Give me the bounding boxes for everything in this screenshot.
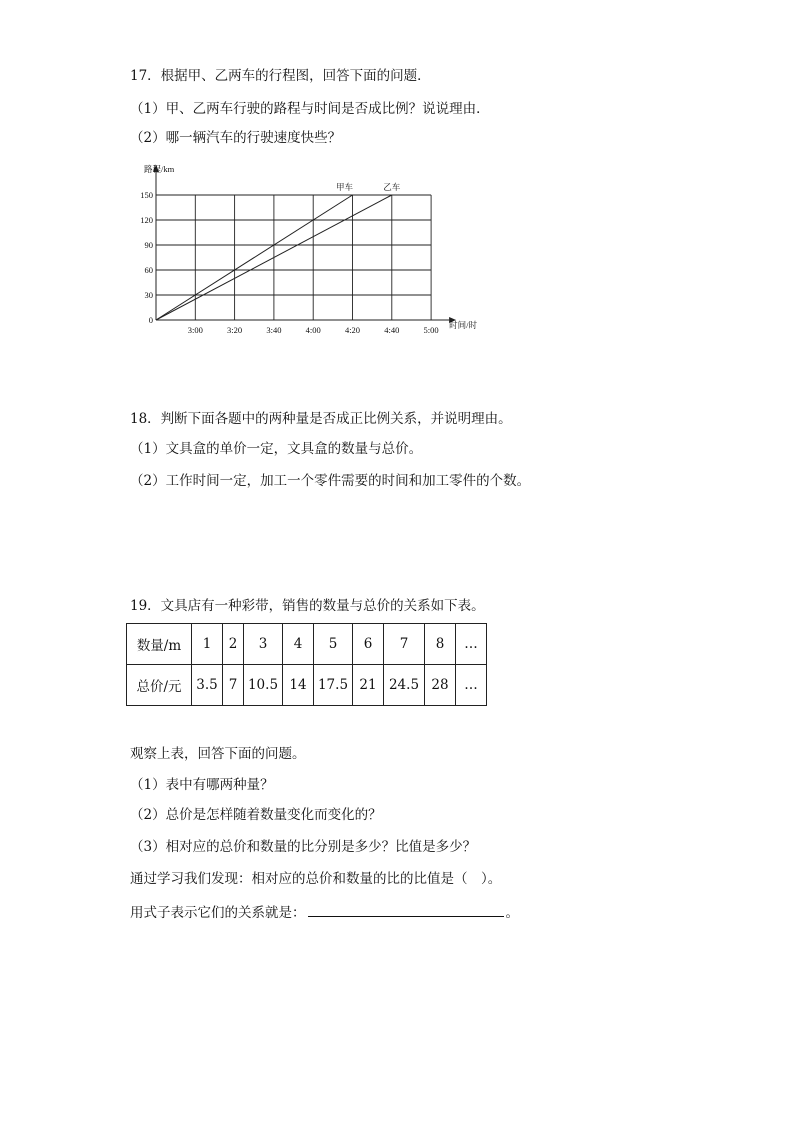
series-label: 乙车 — [383, 182, 401, 192]
chart-labels — [140, 164, 477, 335]
table-cell: 5 — [314, 624, 353, 665]
q19-stem: 19．文具店有一种彩带，销售的数量与总价的关系如下表。 — [130, 598, 485, 614]
q19-observe: 观察上表，回答下面的问题。 — [130, 746, 306, 762]
y-tick-label: 90 — [144, 240, 153, 250]
table-cell: 10.5 — [244, 665, 283, 706]
q19-sub2: （2）总价是怎样随着数量变化而变化的？ — [130, 807, 382, 823]
y-tick-label: 30 — [144, 290, 153, 300]
series-label: 甲车 — [335, 182, 354, 192]
table-cell: 6 — [353, 624, 384, 665]
q19-sub3: （3）相对应的总价和数量的比分别是多少？比值是多少？ — [130, 839, 477, 855]
x-tick-label: 4:40 — [384, 325, 400, 335]
y-tick-label: 0 — [148, 315, 153, 325]
y-tick-label: 150 — [140, 190, 153, 200]
q19-sub1: （1）表中有哪两种量？ — [130, 777, 274, 793]
answer-blank[interactable] — [308, 902, 504, 917]
formula-suffix: 。 — [505, 905, 519, 921]
q19-conclusion: 通过学习我们发现：相对应的总价和数量的比的比值是（ ）。 — [130, 871, 502, 887]
table-cell: … — [456, 665, 487, 706]
y-axis-label: 路程/km — [144, 164, 175, 174]
q17-stem: 17．根据甲、乙两车的行程图，回答下面的问题． — [130, 68, 431, 84]
table-cell: … — [456, 624, 487, 665]
q17-sub2: （2）哪一辆汽车的行驶速度快些？ — [130, 130, 342, 146]
table-cell: 总价/元 — [127, 665, 192, 706]
x-tick-label: 5:00 — [423, 325, 439, 335]
q18-sub1: （1）文具盒的单价一定，文具盒的数量与总价。 — [130, 441, 423, 457]
x-tick-label: 4:20 — [344, 325, 361, 335]
q18-stem: 18．判断下面各题中的两种量是否成正比例关系，并说明理由。 — [130, 411, 512, 427]
table-cell: 7 — [384, 624, 425, 665]
table-cell: 24.5 — [384, 665, 425, 706]
table-cell: 3 — [244, 624, 283, 665]
table-cell: 7 — [223, 665, 244, 706]
price-table — [126, 623, 487, 706]
x-axis-label: 时间/时 — [449, 320, 477, 330]
x-tick-label: 3:40 — [266, 325, 282, 335]
chart-axes — [153, 165, 456, 323]
table-cell: 21 — [353, 665, 384, 706]
chart-grid — [156, 195, 431, 320]
x-tick-label: 4:00 — [305, 325, 321, 335]
x-tick-label: 3:20 — [227, 325, 243, 335]
x-tick-label: 3:00 — [187, 325, 203, 335]
table-cell: 17.5 — [314, 665, 353, 706]
table-cell: 3.5 — [192, 665, 223, 706]
table-cell: 28 — [425, 665, 456, 706]
y-tick-label: 120 — [140, 215, 153, 225]
q19-formula — [130, 902, 519, 922]
q17-sub1: （1）甲、乙两车行驶的路程与时间是否成比例？说说理由． — [130, 101, 490, 117]
table-cell: 14 — [283, 665, 314, 706]
series-line — [156, 195, 353, 320]
formula-prefix: 用式子表示它们的关系就是： — [130, 905, 306, 921]
table-cell: 数量/m — [127, 624, 192, 665]
distance-time-chart — [140, 160, 500, 340]
table-row-quantity — [127, 624, 487, 665]
q18-sub2: （2）工作时间一定，加工一个零件需要的时间和加工零件的个数。 — [130, 473, 531, 489]
table-cell: 4 — [283, 624, 314, 665]
table-cell: 2 — [223, 624, 244, 665]
table-row-total-price — [127, 665, 487, 706]
table-cell: 8 — [425, 624, 456, 665]
table-cell: 1 — [192, 624, 223, 665]
y-tick-label: 60 — [144, 265, 153, 275]
